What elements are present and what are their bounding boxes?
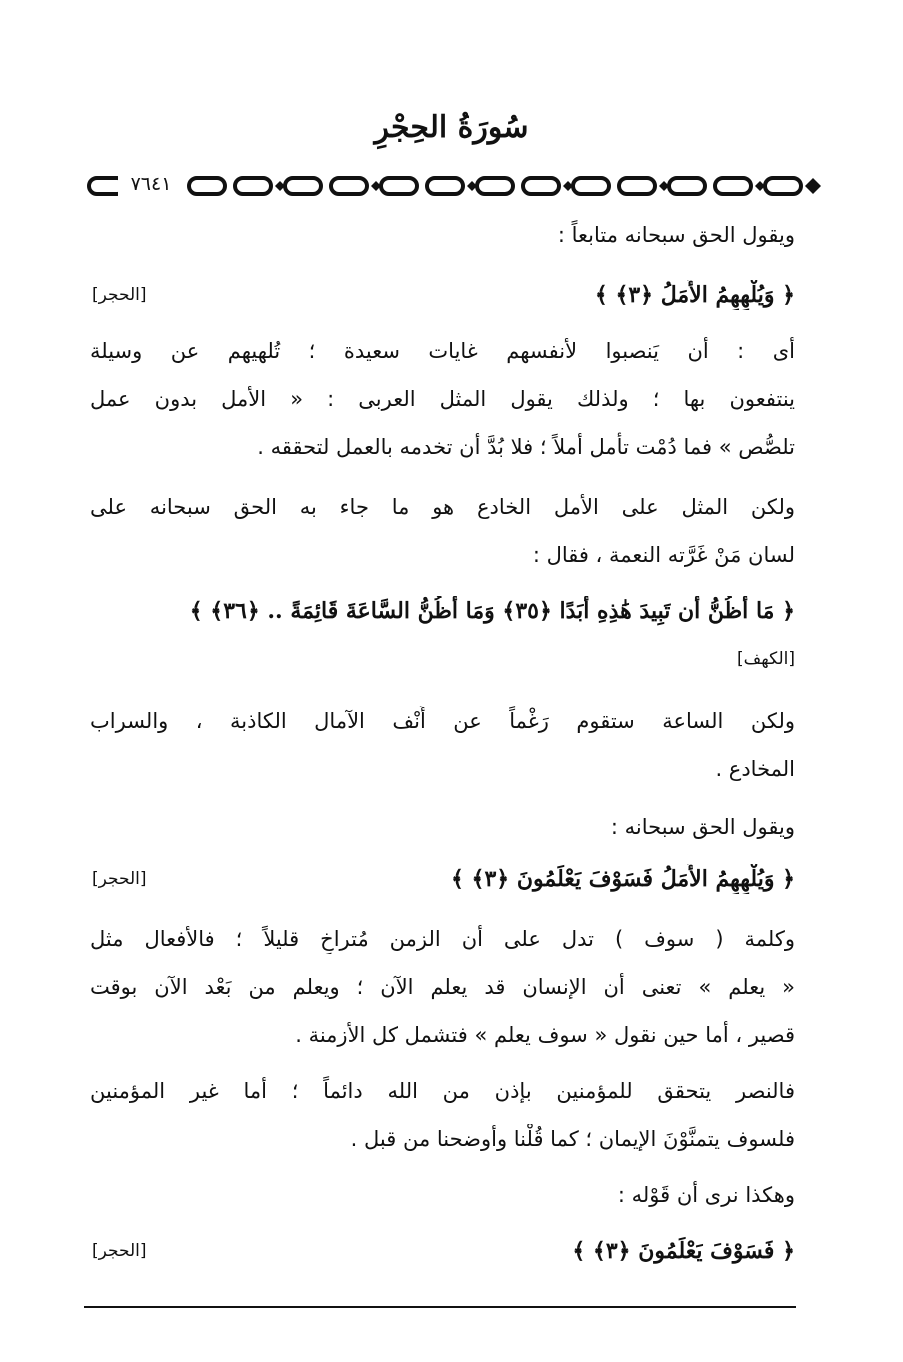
text-line: ويقول الحق سبحانه : <box>610 815 795 839</box>
surah-reference: [الحجر] <box>92 285 147 305</box>
text-line: فالنصر يتحقق للمؤمنين بإذن من الله دائماً ؛ أما غير المؤمنين <box>90 1079 795 1103</box>
text-line: ولكن الساعة ستقوم رَغْماً عن أَنْف الآمال الكاذبة ، والسراب <box>90 709 795 733</box>
footer-divider <box>84 1306 796 1308</box>
text-line: ويقول الحق سبحانه متابعاً : <box>557 223 795 247</box>
quran-verse: ﴿ وَيُلْهِهِمُ الأَمَلُ ﴿٣﴾ ﴾ <box>594 282 795 308</box>
text-line: قصير ، أما حين نقول « سوف يعلم » فتشمل كل الأزمنة . <box>295 1023 795 1047</box>
text-line: فلسوف يتمنَّوْنَ الإيمان ؛ كما قُلْنا وأوضحنا من قبل . <box>350 1127 795 1151</box>
text-line: وكلمة ( سوف ) تدل على أن الزمن مُتراخٍ قليلاً ؛ فالأفعال مثل <box>90 927 795 951</box>
surah-reference: [الحجر] <box>92 1241 147 1261</box>
surah-title: سُورَةُ الحِجْرِ <box>374 110 529 145</box>
text-line: أى : أن يَنصبوا لأنفسهم غايات سعيدة ؛ تُلهيهم عن وسيلة <box>90 339 795 363</box>
text-line: المخادع . <box>715 757 795 781</box>
text-line: « يعلم » تعنى أن الإنسان قد يعلم الآن ؛ ويعلم من بَعْد الآن بوقت <box>90 975 795 999</box>
quran-verse: ﴿ مَا أَظُنُّ أَن تَبِيدَ هَٰذِهِ أَبَدًا ﴿٣٥﴾ وَمَا أَظُنُّ السَّاعَةَ قَائِمَةً .. ﴿٣٦﴾ ﴾ <box>189 598 795 624</box>
text-line: تلصُّص » فما دُمْت تأمل أملاً ؛ فلا بُدَّ أن تخدمه بالعمل لتحققه . <box>257 435 795 459</box>
surah-reference: [الحجر] <box>92 869 147 889</box>
ornamental-border <box>85 170 825 202</box>
surah-reference: [الكهف] <box>737 649 795 669</box>
text-line: وهكذا نرى أن قَوْله : <box>617 1183 795 1207</box>
text-line: ولكن المثل على الأمل الخادع هو ما جاء به الحق سبحانه على <box>90 495 795 519</box>
page-number: ٧٦٤١ <box>118 170 184 198</box>
text-line: ينتفعون بها ؛ ولذلك يقول المثل العربى : « الأمل بدون عمل <box>90 387 795 411</box>
quran-verse: ﴿ وَيُلْهِهِمُ الأَمَلُ فَسَوْفَ يَعْلَمُونَ ﴿٣﴾ ﴾ <box>451 866 795 892</box>
text-line: لسان مَنْ غَرَّته النعمة ، فقال : <box>532 543 795 567</box>
quran-verse: ﴿ فَسَوْفَ يَعْلَمُونَ ﴿٣﴾ ﴾ <box>572 1238 795 1264</box>
